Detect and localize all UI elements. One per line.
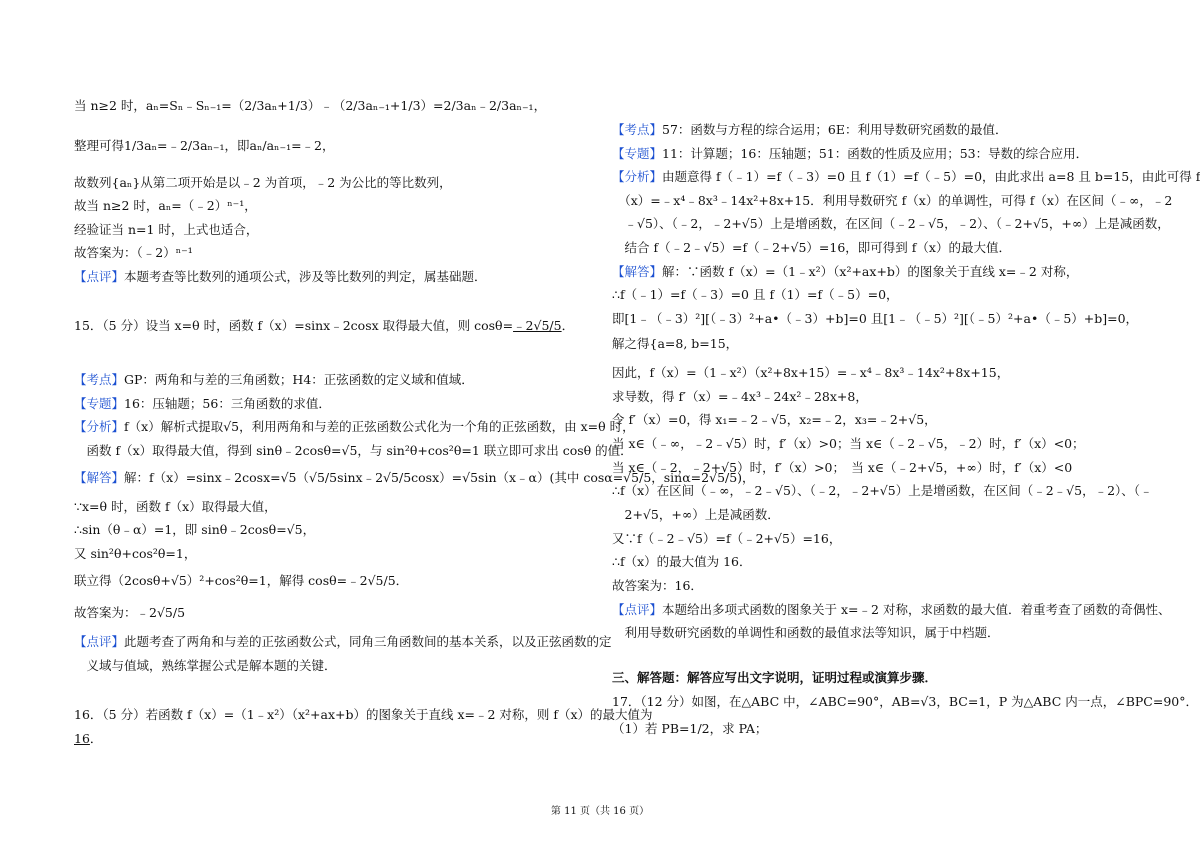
text-segment: 因此，f（x）=（1﹣x²）（x²+8x+15）=﹣x⁴﹣8x³﹣14x²+8x+15，	[612, 365, 1010, 380]
text-line	[74, 521, 315, 539]
text-line	[612, 286, 899, 304]
text-segment: 故当 n≥2 时，aₙ=（﹣2）ⁿ⁻¹，	[74, 198, 257, 213]
text-line	[74, 657, 337, 675]
text-line	[74, 268, 487, 286]
text-segment: 解之得{a=8, b=15，	[612, 336, 739, 351]
text-segment: 本题给出多项式函数的图象关于 x=﹣2 对称，求函数的最大值．着重考查了函数的奇偶性、	[662, 602, 1171, 617]
text-line	[612, 530, 841, 548]
text-line	[612, 435, 1085, 453]
text-segment: 16：压轴题；56：三角函数的求值．	[124, 396, 331, 411]
text-line	[74, 418, 635, 436]
section-tag: 【分析】	[612, 169, 663, 184]
text-segment: 经验证当 n=1 时，上式也适合，	[74, 222, 259, 237]
text-line	[612, 482, 1153, 500]
text-segment: 本题考查等比数列的通项公式，涉及等比数列的判定，属基础题．	[124, 269, 487, 284]
text-line	[612, 239, 1011, 257]
text-line	[74, 604, 185, 622]
text-line	[612, 192, 1172, 210]
section-tag: 【分析】	[74, 419, 125, 434]
text-line	[612, 411, 937, 429]
text-segment: 函数 f（x）取得最大值，得到 sinθ﹣2cosθ=√5，与 sin²θ+cos²θ=1 联立即可求出 cosθ 的值．	[74, 443, 633, 458]
text-segment: ．	[89, 731, 103, 746]
text-segment: 解：∵函数 f（x）=（1﹣x²）（x²+ax+b）的图象关于直线 x=﹣2 对称，	[662, 264, 1079, 279]
text-line	[74, 137, 335, 155]
text-segment: 当 x∈（﹣∞，﹣2﹣√5）时，f′（x）>0；当 x∈（﹣2﹣√5，﹣2）时，f′（x）<0；	[612, 436, 1085, 451]
text-segment: 联立得（2cosθ+√5）²+cos²θ=1，解得 cosθ=﹣2√5/5．	[74, 573, 409, 588]
text-segment: 16	[74, 731, 90, 746]
text-segment: 又∵f（﹣2﹣√5）=f（﹣2+√5）=16，	[612, 531, 842, 546]
text-segment: 15．（5 分）设当 x=θ 时，函数 f（x）=sinx﹣2cosx 取得最大值，则 cosθ=	[74, 318, 514, 333]
text-segment: 故答案为：16．	[612, 578, 703, 593]
text-line	[612, 720, 767, 738]
text-line	[612, 553, 752, 571]
text-line	[74, 174, 452, 192]
section-tag: 【考点】	[612, 122, 663, 137]
text-segment: 求导数，得 f′（x）=﹣4x³﹣24x²﹣28x+8，	[612, 389, 868, 404]
text-segment: 当 x∈（﹣2，﹣2+√5）时，f′（x）>0； 当 x∈（﹣2+√5，+∞）时，f′（x）<0	[612, 460, 1073, 475]
text-segment: 结合 f（﹣2﹣√5）=f（﹣2+√5）=16，即可得到 f（x）的最大值．	[612, 240, 1011, 255]
section-tag: 【解答】	[74, 470, 125, 485]
text-line	[612, 364, 1009, 382]
text-line	[74, 244, 193, 262]
text-line	[612, 121, 1008, 139]
text-line	[612, 388, 868, 406]
text-segment: 令 f′（x）=0，得 x₁=﹣2﹣√5，x₂=﹣2，x₃=﹣2+√5，	[612, 412, 937, 427]
text-segment: 此题考查了两角和与差的正弦函数公式，同角三角函数间的基本关系，以及正弦函数的定	[124, 634, 612, 649]
text-segment: ﹣√5）、（﹣2，﹣2+√5）上是增函数，在区间（﹣2﹣√5，﹣2）、（﹣2+√5，+∞）上是减函数，	[612, 216, 1170, 231]
text-segment: （1）若 PB=1/2，求 PA；	[612, 721, 768, 736]
text-segment: f（x）解析式提取√5，利用两角和与差的正弦函数公式化为一个角的正弦函数，由 x=θ 时，	[124, 419, 635, 434]
text-segment: GP：两角和与差的三角函数；H4：正弦函数的定义域和值域．	[124, 372, 474, 387]
page-footer: 第 11 页（共 16 页）	[550, 806, 650, 817]
text-segment: ∵x=θ 时，函数 f（x）取得最大值，	[74, 499, 277, 514]
text-line	[74, 706, 653, 724]
text-line	[612, 506, 780, 524]
section-tag: 【专题】	[612, 146, 663, 161]
text-segment: 三、解答题：解答应写出文字说明，证明过程或演算步骤．	[612, 670, 938, 685]
text-line	[74, 197, 257, 215]
text-segment: 57：函数与方程的综合运用；6E：利用导数研究函数的最值．	[662, 122, 1008, 137]
text-segment: 2+√5，+∞）上是减函数．	[612, 507, 780, 522]
text-line	[612, 215, 1170, 233]
text-line	[74, 633, 612, 651]
text-segment: 即[1﹣（﹣3）²][（﹣3）²+a•（﹣3）+b]=0 且[1﹣（﹣5）²][（﹣5）²+a•（﹣5）+b]=0，	[612, 311, 1139, 326]
section-tag: 【点评】	[612, 602, 663, 617]
section-tag: 【考点】	[74, 372, 125, 387]
text-line	[74, 317, 574, 335]
text-line	[612, 577, 703, 595]
text-line	[612, 669, 937, 687]
text-line	[74, 97, 546, 115]
section-tag: 【解答】	[612, 264, 663, 279]
section-tag: 【点评】	[74, 269, 125, 284]
text-line	[74, 730, 102, 748]
text-segment: 义域与值域，熟练掌握公式是解本题的关键．	[74, 658, 337, 673]
text-segment: 解：f（x）=sinx﹣2cosx=√5（√5/5sinx﹣2√5/5cosx）=√5sin（x﹣α）(其中 cosα=√5/5，sinα=2√5/5)，	[124, 470, 755, 485]
text-line	[612, 693, 1198, 711]
text-line	[74, 545, 196, 563]
text-line	[74, 395, 331, 413]
text-segment: （x）=﹣x⁴﹣8x³﹣14x²+8x+15．利用导数研究 f（x）的单调性，可得 f（x）在区间（﹣∞，﹣2	[612, 193, 1173, 208]
text-line	[74, 498, 277, 516]
text-line	[74, 371, 474, 389]
text-segment: ﹣2√5/5	[513, 318, 562, 333]
text-line	[612, 310, 1138, 328]
text-segment: 利用导数研究函数的单调性和函数的最值求法等知识，属于中档题．	[612, 625, 1000, 640]
text-line	[612, 335, 738, 353]
text-segment: 17．（12 分）如图，在△ABC 中，∠ABC=90°，AB=√3，BC=1，P 为△ABC 内一点，∠BPC=90°．	[612, 694, 1198, 709]
text-line	[74, 572, 408, 590]
text-line	[74, 442, 633, 460]
text-line	[612, 168, 1200, 186]
text-segment: 16．（5 分）若函数 f（x）=（1﹣x²）（x²+ax+b）的图象关于直线 x=﹣2 对称，则 f（x）的最大值为	[74, 707, 653, 722]
text-segment: 故答案为：﹣2√5/5	[74, 605, 186, 620]
text-segment: 又 sin²θ+cos²θ=1，	[74, 546, 197, 561]
section-tag: 【专题】	[74, 396, 125, 411]
section-tag: 【点评】	[74, 634, 125, 649]
text-segment: ∴f（﹣1）=f（﹣3）=0 且 f（1）=f（﹣5）=0，	[612, 287, 899, 302]
text-segment: ∴sin（θ﹣α）=1，即 sinθ﹣2cosθ=√5，	[74, 522, 316, 537]
text-segment: 当 n≥2 时，aₙ=Sₙ﹣Sₙ₋₁=（2/3aₙ+1/3）﹣（2/3aₙ₋₁+1/3）=2/3aₙ﹣2/3aₙ₋₁，	[74, 98, 547, 113]
text-segment: ．	[561, 318, 575, 333]
text-line	[612, 263, 1078, 281]
text-segment: 故答案为：（﹣2）ⁿ⁻¹	[74, 245, 193, 260]
text-line	[74, 221, 258, 239]
text-segment: 整理可得1/3aₙ=﹣2/3aₙ₋₁，即aₙ/aₙ₋₁=﹣2，	[74, 138, 335, 153]
text-line	[612, 624, 1000, 642]
text-line	[612, 145, 1088, 163]
text-segment: 由题意得 f（﹣1）=f（﹣3）=0 且 f（1）=f（﹣5）=0，由此求出 a=8 且 b=15，由此可得 f	[662, 169, 1200, 184]
text-line	[612, 459, 1072, 477]
text-segment: 11：计算题；16：压轴题；51：函数的性质及应用；53：导数的综合应用．	[662, 146, 1089, 161]
text-line	[612, 601, 1170, 619]
text-segment: ∴f（x）在区间（﹣∞，﹣2﹣√5）、（﹣2，﹣2+√5）上是增函数，在区间（﹣2﹣√5，﹣2）、（﹣	[612, 483, 1153, 498]
text-segment: ∴f（x）的最大值为 16．	[612, 554, 752, 569]
text-segment: 故数列{aₙ}从第二项开始是以﹣2 为首项，﹣2 为公比的等比数列，	[74, 175, 452, 190]
